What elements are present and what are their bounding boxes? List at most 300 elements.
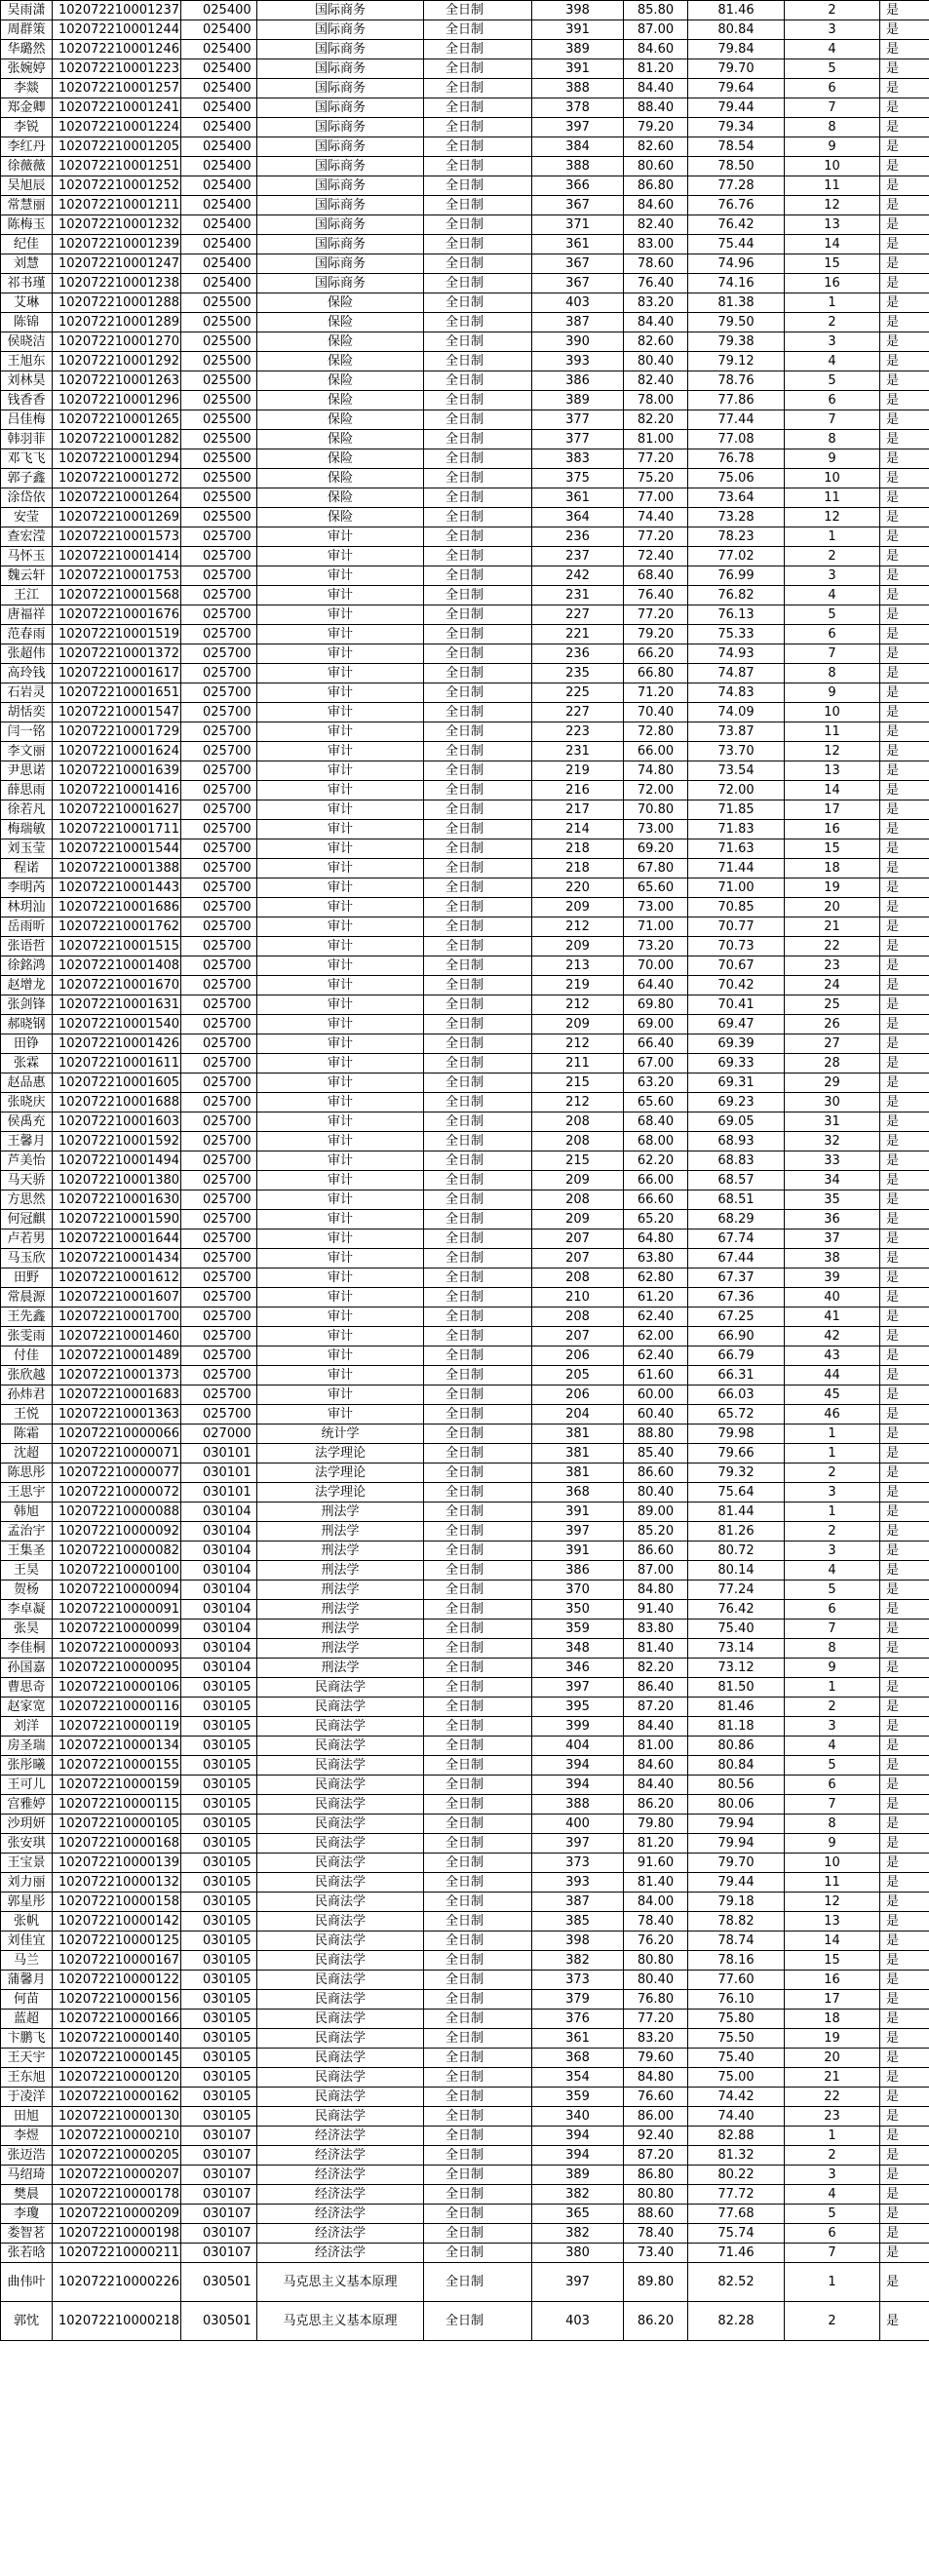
retest-score-cell: 65.20 [624, 1210, 688, 1229]
initial-score-cell: 368 [532, 2049, 624, 2068]
exam-no-cell: 102072210001414 [53, 547, 181, 566]
initial-score-cell: 350 [532, 1600, 624, 1620]
name-cell: 刘林昊 [1, 371, 53, 391]
study-mode-cell: 全日制 [424, 859, 532, 878]
initial-score-cell: 209 [532, 937, 624, 956]
study-mode-cell: 全日制 [424, 820, 532, 839]
name-cell: 田铮 [1, 1034, 53, 1054]
total-score-cell: 66.90 [688, 1327, 785, 1347]
name-cell: 曲伟叶 [1, 2263, 53, 2302]
total-score-cell: 67.36 [688, 1288, 785, 1308]
rank-cell: 33 [785, 1151, 880, 1171]
retest-score-cell: 82.40 [624, 371, 688, 391]
total-score-cell: 76.10 [688, 1990, 785, 2010]
initial-score-cell: 381 [532, 1464, 624, 1483]
rank-cell: 2 [785, 1698, 880, 1717]
major-code-cell: 025700 [181, 1268, 257, 1288]
major-cell: 民商法学 [257, 2107, 424, 2127]
name-cell: 贺杨 [1, 1581, 53, 1600]
study-mode-cell: 全日制 [424, 644, 532, 664]
exam-no-cell: 102072210001700 [53, 1308, 181, 1327]
major-code-cell: 025700 [181, 976, 257, 995]
exam-no-cell: 102072210000156 [53, 1990, 181, 2010]
major-code-cell: 030101 [181, 1464, 257, 1483]
admitted-cell: 是 [880, 742, 929, 761]
initial-score-cell: 215 [532, 1073, 624, 1093]
major-cell: 审计 [257, 1386, 424, 1405]
rank-cell: 16 [785, 820, 880, 839]
major-cell: 经济法学 [257, 2166, 424, 2185]
rank-cell: 8 [785, 1815, 880, 1834]
study-mode-cell: 全日制 [424, 254, 532, 274]
initial-score-cell: 388 [532, 1795, 624, 1815]
study-mode-cell: 全日制 [424, 1483, 532, 1503]
table-row [1, 878, 929, 898]
name-cell: 王集圣 [1, 1542, 53, 1561]
exam-no-cell: 102072210001294 [53, 449, 181, 469]
table-row [1, 1893, 929, 1912]
exam-no-cell: 102072210000071 [53, 1444, 181, 1464]
rank-cell: 8 [785, 118, 880, 137]
study-mode-cell: 全日制 [424, 1249, 532, 1268]
major-cell: 刑法学 [257, 1542, 424, 1561]
study-mode-cell: 全日制 [424, 625, 532, 644]
study-mode-cell: 全日制 [424, 1893, 532, 1912]
retest-score-cell: 68.00 [624, 1132, 688, 1151]
major-cell: 民商法学 [257, 2049, 424, 2068]
admitted-cell: 是 [880, 1444, 929, 1464]
name-cell: 高玲钱 [1, 664, 53, 683]
exam-no-cell: 102072210001630 [53, 1190, 181, 1210]
exam-no-cell: 102072210000088 [53, 1503, 181, 1522]
exam-no-cell: 102072210001624 [53, 742, 181, 761]
admitted-cell: 是 [880, 1795, 929, 1815]
table-row [1, 196, 929, 215]
initial-score-cell: 209 [532, 1210, 624, 1229]
exam-no-cell: 102072210001257 [53, 79, 181, 98]
admitted-cell: 是 [880, 2263, 929, 2302]
major-cell: 经济法学 [257, 2244, 424, 2263]
total-score-cell: 74.16 [688, 274, 785, 293]
major-code-cell: 025700 [181, 1210, 257, 1229]
name-cell: 李佳桐 [1, 1639, 53, 1659]
retest-score-cell: 83.00 [624, 235, 688, 254]
exam-no-cell: 102072210000120 [53, 2068, 181, 2088]
major-cell: 民商法学 [257, 1776, 424, 1795]
study-mode-cell: 全日制 [424, 40, 532, 59]
initial-score-cell: 389 [532, 2166, 624, 2185]
retest-score-cell: 68.40 [624, 1112, 688, 1132]
total-score-cell: 73.28 [688, 508, 785, 527]
total-score-cell: 79.32 [688, 1464, 785, 1483]
major-cell: 民商法学 [257, 2088, 424, 2107]
rank-cell: 1 [785, 293, 880, 313]
initial-score-cell: 389 [532, 391, 624, 410]
study-mode-cell: 全日制 [424, 20, 532, 40]
major-cell: 民商法学 [257, 1893, 424, 1912]
rank-cell: 2 [785, 547, 880, 566]
exam-no-cell: 102072210000134 [53, 1737, 181, 1756]
name-cell: 方思然 [1, 1190, 53, 1210]
table-row [1, 2224, 929, 2244]
major-cell: 国际商务 [257, 40, 424, 59]
name-cell: 李红丹 [1, 137, 53, 157]
major-code-cell: 025700 [181, 878, 257, 898]
rank-cell: 2 [785, 2302, 880, 2341]
table-row [1, 1971, 929, 1990]
study-mode-cell: 全日制 [424, 1268, 532, 1288]
major-cell: 国际商务 [257, 118, 424, 137]
admitted-cell: 是 [880, 1347, 929, 1366]
total-score-cell: 68.83 [688, 1151, 785, 1171]
total-score-cell: 75.74 [688, 2224, 785, 2244]
name-cell: 韩旭 [1, 1503, 53, 1522]
study-mode-cell: 全日制 [424, 683, 532, 703]
table-row [1, 274, 929, 293]
table-row [1, 488, 929, 508]
major-cell: 审计 [257, 625, 424, 644]
exam-no-cell: 102072210001426 [53, 1034, 181, 1054]
total-score-cell: 70.73 [688, 937, 785, 956]
retest-score-cell: 88.80 [624, 1425, 688, 1444]
name-cell: 徐薇薇 [1, 157, 53, 176]
rank-cell: 11 [785, 1873, 880, 1893]
rank-cell: 5 [785, 1756, 880, 1776]
total-score-cell: 69.39 [688, 1034, 785, 1054]
admitted-cell: 是 [880, 1171, 929, 1190]
initial-score-cell: 379 [532, 1990, 624, 2010]
name-cell: 陈霜 [1, 1425, 53, 1444]
retest-score-cell: 78.40 [624, 1912, 688, 1932]
major-code-cell: 025400 [181, 215, 257, 235]
total-score-cell: 69.31 [688, 1073, 785, 1093]
exam-no-cell: 102072210000066 [53, 1425, 181, 1444]
initial-score-cell: 380 [532, 2244, 624, 2263]
initial-score-cell: 205 [532, 1366, 624, 1386]
rank-cell: 1 [785, 527, 880, 547]
major-cell: 审计 [257, 683, 424, 703]
table-row [1, 1015, 929, 1034]
major-code-cell: 025700 [181, 1093, 257, 1112]
initial-score-cell: 242 [532, 566, 624, 586]
table-row [1, 898, 929, 917]
study-mode-cell: 全日制 [424, 1659, 532, 1678]
major-code-cell: 025700 [181, 644, 257, 664]
total-score-cell: 78.82 [688, 1912, 785, 1932]
rank-cell: 12 [785, 1893, 880, 1912]
major-code-cell: 025400 [181, 118, 257, 137]
exam-no-cell: 102072210001639 [53, 761, 181, 781]
major-code-cell: 025700 [181, 683, 257, 703]
exam-no-cell: 102072210000210 [53, 2127, 181, 2146]
total-score-cell: 70.41 [688, 995, 785, 1015]
name-cell: 孙炜君 [1, 1386, 53, 1405]
table-row [1, 586, 929, 605]
initial-score-cell: 348 [532, 1639, 624, 1659]
exam-no-cell: 102072210001573 [53, 527, 181, 547]
table-row [1, 1737, 929, 1756]
major-cell: 审计 [257, 761, 424, 781]
initial-score-cell: 373 [532, 1854, 624, 1873]
major-cell: 经济法学 [257, 2185, 424, 2205]
admitted-cell: 是 [880, 1756, 929, 1776]
exam-no-cell: 102072210001237 [53, 1, 181, 20]
total-score-cell: 80.56 [688, 1776, 785, 1795]
name-cell: 石岩灵 [1, 683, 53, 703]
major-cell: 审计 [257, 878, 424, 898]
initial-score-cell: 237 [532, 547, 624, 566]
total-score-cell: 69.47 [688, 1015, 785, 1034]
initial-score-cell: 359 [532, 1620, 624, 1639]
major-code-cell: 025500 [181, 508, 257, 527]
admitted-cell: 是 [880, 1639, 929, 1659]
initial-score-cell: 367 [532, 254, 624, 274]
name-cell: 沈超 [1, 1444, 53, 1464]
admitted-cell: 是 [880, 2127, 929, 2146]
initial-score-cell: 382 [532, 1951, 624, 1971]
total-score-cell: 72.00 [688, 781, 785, 800]
table-row [1, 1268, 929, 1288]
name-cell: 王悦 [1, 1405, 53, 1425]
major-code-cell: 030105 [181, 1854, 257, 1873]
study-mode-cell: 全日制 [424, 1093, 532, 1112]
major-code-cell: 030105 [181, 2068, 257, 2088]
initial-score-cell: 368 [532, 1483, 624, 1503]
total-score-cell: 75.40 [688, 2049, 785, 2068]
admitted-cell: 是 [880, 1229, 929, 1249]
admitted-cell: 是 [880, 1073, 929, 1093]
name-cell: 王东旭 [1, 2068, 53, 2088]
retest-score-cell: 69.00 [624, 1015, 688, 1034]
total-score-cell: 78.50 [688, 157, 785, 176]
rank-cell: 4 [785, 2185, 880, 2205]
initial-score-cell: 219 [532, 761, 624, 781]
exam-no-cell: 102072210001292 [53, 352, 181, 371]
exam-no-cell: 102072210001515 [53, 937, 181, 956]
retest-score-cell: 86.20 [624, 2302, 688, 2341]
admitted-cell: 是 [880, 722, 929, 742]
retest-score-cell: 81.20 [624, 59, 688, 79]
exam-no-cell: 102072210001603 [53, 1112, 181, 1132]
name-cell: 王馨月 [1, 1132, 53, 1151]
admitted-cell: 是 [880, 1327, 929, 1347]
exam-no-cell: 102072210000140 [53, 2029, 181, 2049]
rank-cell: 43 [785, 1347, 880, 1366]
rank-cell: 4 [785, 1737, 880, 1756]
admitted-cell: 是 [880, 1678, 929, 1698]
initial-score-cell: 208 [532, 1308, 624, 1327]
exam-no-cell: 102072210001711 [53, 820, 181, 839]
total-score-cell: 67.44 [688, 1249, 785, 1268]
initial-score-cell: 382 [532, 2224, 624, 2244]
table-row [1, 1464, 929, 1483]
rank-cell: 12 [785, 742, 880, 761]
major-cell: 刑法学 [257, 1561, 424, 1581]
initial-score-cell: 340 [532, 2107, 624, 2127]
major-code-cell: 030105 [181, 2049, 257, 2068]
major-code-cell: 025400 [181, 157, 257, 176]
name-cell: 张语哲 [1, 937, 53, 956]
exam-no-cell: 102072210000100 [53, 1561, 181, 1581]
study-mode-cell: 全日制 [424, 1444, 532, 1464]
rank-cell: 1 [785, 2263, 880, 2302]
total-score-cell: 77.60 [688, 1971, 785, 1990]
table-row [1, 1912, 929, 1932]
major-code-cell: 025700 [181, 761, 257, 781]
initial-score-cell: 223 [532, 722, 624, 742]
retest-score-cell: 66.40 [624, 1034, 688, 1054]
initial-score-cell: 212 [532, 1034, 624, 1054]
initial-score-cell: 398 [532, 1932, 624, 1951]
table-row [1, 547, 929, 566]
total-score-cell: 79.70 [688, 59, 785, 79]
retest-score-cell: 76.60 [624, 2088, 688, 2107]
name-cell: 张婉婷 [1, 59, 53, 79]
table-row [1, 1834, 929, 1854]
major-code-cell: 025700 [181, 1132, 257, 1151]
rank-cell: 8 [785, 1639, 880, 1659]
major-code-cell: 025700 [181, 1073, 257, 1093]
retest-score-cell: 62.40 [624, 1347, 688, 1366]
name-cell: 尹思诺 [1, 761, 53, 781]
study-mode-cell: 全日制 [424, 2146, 532, 2166]
admitted-cell: 是 [880, 761, 929, 781]
study-mode-cell: 全日制 [424, 1795, 532, 1815]
rank-cell: 15 [785, 839, 880, 859]
major-cell: 审计 [257, 937, 424, 956]
admitted-cell: 是 [880, 1483, 929, 1503]
total-score-cell: 71.46 [688, 2244, 785, 2263]
major-cell: 民商法学 [257, 2010, 424, 2029]
initial-score-cell: 220 [532, 878, 624, 898]
initial-score-cell: 377 [532, 410, 624, 430]
table-row [1, 781, 929, 800]
major-code-cell: 030107 [181, 2244, 257, 2263]
table-row [1, 1581, 929, 1600]
major-code-cell: 027000 [181, 1425, 257, 1444]
exam-no-cell: 102072210001605 [53, 1073, 181, 1093]
exam-no-cell: 102072210001263 [53, 371, 181, 391]
rank-cell: 17 [785, 1990, 880, 2010]
initial-score-cell: 385 [532, 1912, 624, 1932]
admitted-cell: 是 [880, 1815, 929, 1834]
major-code-cell: 025500 [181, 371, 257, 391]
table-row [1, 1561, 929, 1581]
exam-no-cell: 102072210000155 [53, 1756, 181, 1776]
major-code-cell: 025700 [181, 995, 257, 1015]
total-score-cell: 66.03 [688, 1386, 785, 1405]
admitted-cell: 是 [880, 352, 929, 371]
total-score-cell: 79.84 [688, 40, 785, 59]
study-mode-cell: 全日制 [424, 1132, 532, 1151]
exam-no-cell: 102072210000162 [53, 2088, 181, 2107]
retest-score-cell: 65.60 [624, 1093, 688, 1112]
rank-cell: 15 [785, 254, 880, 274]
major-code-cell: 025700 [181, 1288, 257, 1308]
name-cell: 芦美怡 [1, 1151, 53, 1171]
major-cell: 审计 [257, 547, 424, 566]
initial-score-cell: 361 [532, 2029, 624, 2049]
initial-score-cell: 391 [532, 20, 624, 40]
rank-cell: 10 [785, 469, 880, 488]
name-cell: 李明芮 [1, 878, 53, 898]
retest-score-cell: 70.40 [624, 703, 688, 722]
major-code-cell: 030107 [181, 2205, 257, 2224]
major-code-cell: 025400 [181, 98, 257, 118]
study-mode-cell: 全日制 [424, 566, 532, 586]
study-mode-cell: 全日制 [424, 2185, 532, 2205]
rank-cell: 9 [785, 1659, 880, 1678]
retest-score-cell: 62.40 [624, 1308, 688, 1327]
name-cell: 钱香香 [1, 391, 53, 410]
retest-score-cell: 87.00 [624, 20, 688, 40]
table-row [1, 508, 929, 527]
table-row [1, 2010, 929, 2029]
exam-no-cell: 102072210000166 [53, 2010, 181, 2029]
initial-score-cell: 227 [532, 703, 624, 722]
major-code-cell: 025700 [181, 1015, 257, 1034]
initial-score-cell: 218 [532, 839, 624, 859]
exam-no-cell: 102072210001388 [53, 859, 181, 878]
study-mode-cell: 全日制 [424, 488, 532, 508]
study-mode-cell: 全日制 [424, 1425, 532, 1444]
table-row [1, 1425, 929, 1444]
exam-no-cell: 102072210000130 [53, 2107, 181, 2127]
exam-no-cell: 102072210001460 [53, 1327, 181, 1347]
name-cell: 陈锦 [1, 313, 53, 332]
exam-no-cell: 102072210001617 [53, 664, 181, 683]
total-score-cell: 77.86 [688, 391, 785, 410]
study-mode-cell: 全日制 [424, 449, 532, 469]
retest-score-cell: 84.40 [624, 79, 688, 98]
name-cell: 吕佳梅 [1, 410, 53, 430]
study-mode-cell: 全日制 [424, 917, 532, 937]
major-code-cell: 030104 [181, 1503, 257, 1522]
study-mode-cell: 全日制 [424, 722, 532, 742]
study-mode-cell: 全日制 [424, 956, 532, 976]
retest-score-cell: 79.80 [624, 1815, 688, 1834]
major-cell: 审计 [257, 1034, 424, 1054]
admitted-cell: 是 [880, 1776, 929, 1795]
table-row [1, 430, 929, 449]
study-mode-cell: 全日制 [424, 1, 532, 20]
initial-score-cell: 209 [532, 1171, 624, 1190]
initial-score-cell: 373 [532, 1971, 624, 1990]
study-mode-cell: 全日制 [424, 371, 532, 391]
name-cell: 郭星彤 [1, 1893, 53, 1912]
rank-cell: 12 [785, 508, 880, 527]
retest-score-cell: 72.00 [624, 781, 688, 800]
name-cell: 王昊 [1, 1561, 53, 1581]
exam-no-cell: 102072210001296 [53, 391, 181, 410]
table-row [1, 1034, 929, 1054]
study-mode-cell: 全日制 [424, 274, 532, 293]
total-score-cell: 76.76 [688, 196, 785, 215]
major-code-cell: 030104 [181, 1620, 257, 1639]
table-row [1, 2068, 929, 2088]
retest-score-cell: 89.00 [624, 1503, 688, 1522]
rank-cell: 29 [785, 1073, 880, 1093]
total-score-cell: 76.78 [688, 449, 785, 469]
name-cell: 张安琪 [1, 1834, 53, 1854]
total-score-cell: 78.76 [688, 371, 785, 391]
rank-cell: 3 [785, 1542, 880, 1561]
total-score-cell: 78.74 [688, 1932, 785, 1951]
major-cell: 保险 [257, 449, 424, 469]
rank-cell: 1 [785, 1678, 880, 1698]
retest-score-cell: 76.20 [624, 1932, 688, 1951]
total-score-cell: 75.33 [688, 625, 785, 644]
